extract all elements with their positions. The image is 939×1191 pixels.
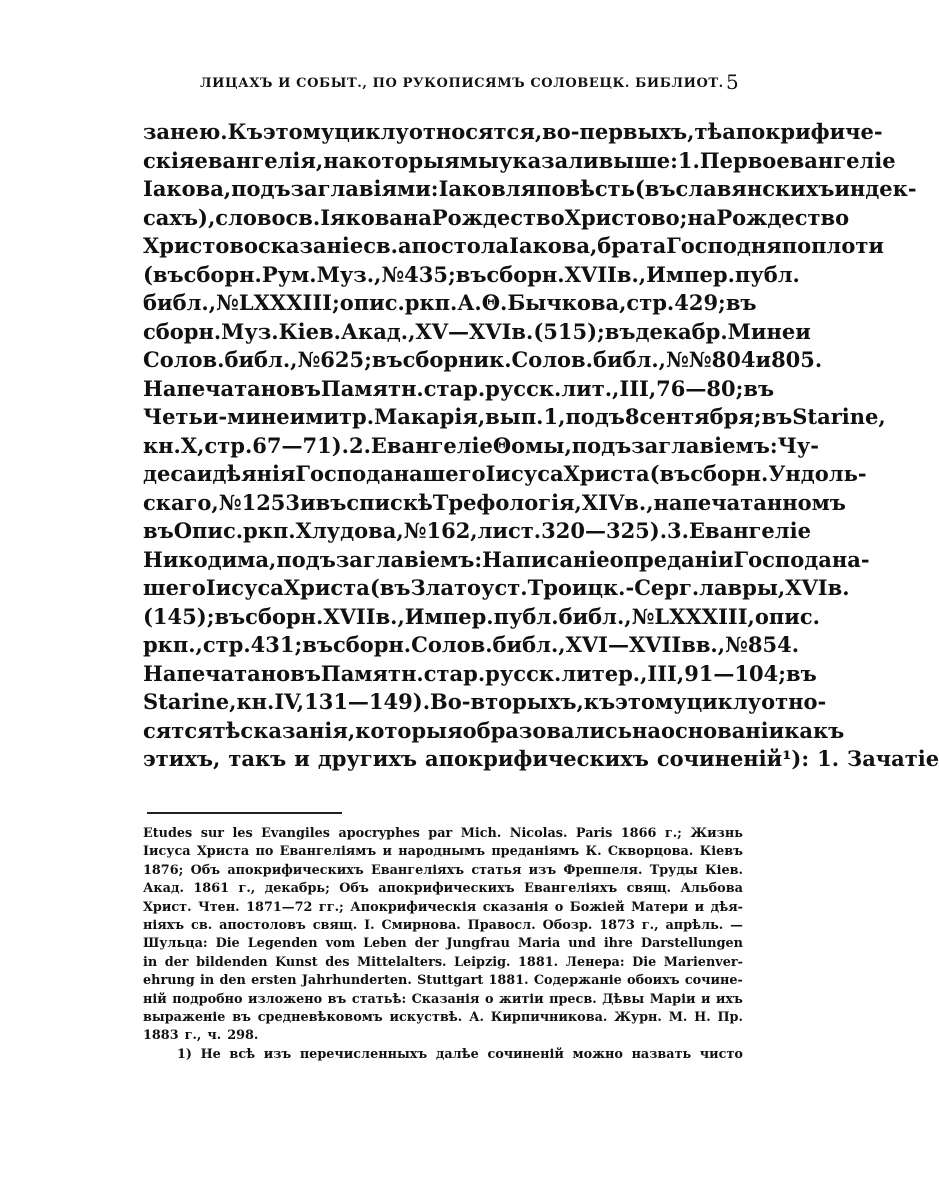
text-line: Никодима, подъ заглавіемъ: Написаніе о преданіи Господа на-: [143, 546, 870, 572]
text-line: Солов. библ., № 625; въ сборник. Солов. библ., №№ 804 и 805.: [143, 347, 823, 372]
page-number: 5: [726, 70, 739, 94]
footnote-line: in der bildenden Kunst des Mittelalters. Leipzig. 1881. Ленера: Die Marienver-: [143, 954, 743, 970]
text-line: въ Опис. ркп. Хлудова, № 162, лист. 320—325). 3. Евангеліе: [143, 518, 811, 543]
footnotes: [143, 825, 743, 1064]
text-line: Четьи-минеи митр. Макарія, вып. 1, подъ 8 сентября; въ Starine,: [143, 404, 886, 429]
footnote-1: 1) Не всѣ изъ перечисленныхъ далѣе сочиненій можно назвать чисто: [177, 1046, 743, 1062]
text-line: сборн. Муз. Кіев. Акад., XV—XVI в. (515); въ декабр. Минеи: [143, 318, 811, 344]
footnote-line: Христ. Чтен. 1871—72 гг.; Апокрифическія сказанія о Божіей Матери и дѣя-: [143, 899, 743, 915]
footnote-separator: [147, 812, 342, 814]
running-header: ЛИЦАХЪ И СОБЫТ., ПО РУКОПИСЯМЪ СОЛОВЕЦК. БИБЛИОТ.: [200, 76, 724, 91]
footnote-line: Шульца: Die Legenden vom Leben der Jungfrau Maria und ihre Darstellungen: [143, 936, 743, 952]
text-line: Іакова, подъ заглавіями: Іаковля повѣсть (въ славянскихъ индек-: [143, 176, 917, 201]
text-line: скія евангелія, на которыя мы указали выше: 1. Первоевангеліе: [143, 147, 896, 173]
footnote-line: ehrung in den ersten Jahrhunderten. Stuttgart 1881. Содержаніе обоихъ сочине-: [143, 973, 743, 989]
text-line: сятся тѣ сказанія, которыя образовались на основаніи какъ: [143, 717, 845, 743]
text-line: Напечатано въ Памятн. стар. русск. литер., III, 91—104; въ: [143, 660, 817, 686]
footnote-line: 1876; Объ апокрифическихъ Евангеліяхъ статья изъ Фреппеля. Труды Кіев.: [143, 862, 743, 878]
text-line: Христово сказаніе св. апостола Іакова, брата Господня по плоти: [143, 233, 884, 258]
text-line: этихъ, такъ и другихъ апокрифическихъ сочиненій¹): 1. Зачатіе: [143, 746, 939, 771]
footnote-line: 1883 г., ч. 298.: [143, 1028, 259, 1044]
text-line: Напечатано въ Памятн. стар. русск. лит., III, 76—80; въ: [143, 375, 775, 401]
text-line: за нею. Къ этому циклу относятся, во-первыхъ, тѣ апокрифиче-: [143, 119, 883, 144]
text-line: сахъ), слово св. Іякова на Рождество Христово; на Рождество: [143, 204, 850, 230]
text-line: Starine, кн. IV, 131—149). Во-вторыхъ, къ этому циклу отно-: [143, 689, 827, 714]
footnote-line: ніяхъ св. апостоловъ свящ. І. Смирнова. Правосл. Обозр. 1873 г., апрѣль. —: [143, 917, 743, 933]
text-line: (145); въ сборн. XVII в., Импер. публ. библ., № LXXXIII, опис.: [143, 603, 820, 629]
text-line: библ., № LXXXIII; опис. ркп. А. Θ. Бычкова, стр. 429; въ: [143, 290, 757, 315]
text-line: скаго, № 1253 и въ спискѣ Трефологія, XIV в., напечатанномъ: [143, 489, 846, 515]
text-line: кн. X, стр. 67—71). 2. Евангеліе Θомы, подъ заглавіемъ: Чу-: [143, 432, 819, 458]
footnote-line: выраженіе въ средневѣковомъ искуствѣ. А. Кирпичникова. Журн. М. Н. Пр.: [143, 1009, 743, 1025]
main-text: [143, 118, 939, 774]
text-line: деса и дѣянія Господа нашего Іисуса Христа (въ сборн. Ундоль-: [143, 461, 867, 486]
footnote-line: Etudes sur les Evangiles apocryphes par Mich. Nicolas. Paris 1866 г.; Жизнь: [143, 826, 743, 841]
text-line: ркп., стр. 431; въ сборн. Солов. библ., XVI—XVII вв., № 854.: [143, 632, 800, 657]
text-line: (въ сборн. Рум. Муз., № 435; въ сборн. XVII в., Импер. публ.: [143, 261, 800, 287]
footnote-line: Іисуса Христа по Евангеліямъ и народнымъ преданіямъ К. Скворцова. Кіевъ: [143, 844, 743, 860]
footnote-line: Акад. 1861 г., декабрь; Объ апокрифическихъ Евангеліяхъ свящ. Альбова: [143, 881, 743, 897]
footnote-line: ній подробно изложено въ статьѣ: Сказанія о житіи пресв. Дѣвы Маріи и ихъ: [143, 991, 743, 1007]
text-line: шего Іисуса Христа (въ Златоуст. Троицк.-Серг. лавры, XVI в.: [143, 575, 850, 600]
